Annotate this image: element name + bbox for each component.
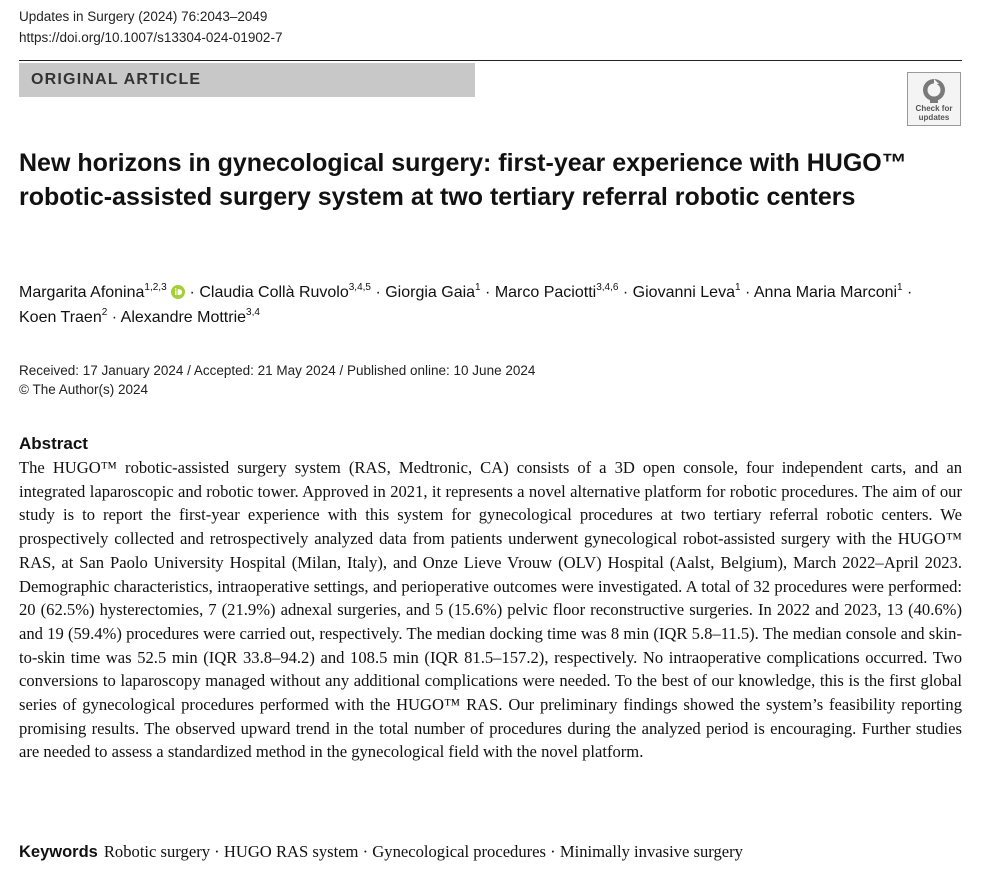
author-entry[interactable] <box>385 281 481 301</box>
author-affiliation: 1 <box>475 281 481 293</box>
author-entry[interactable] <box>199 281 371 301</box>
author-separator: · <box>740 284 754 301</box>
author-entry[interactable] <box>120 306 260 326</box>
author-list <box>19 280 949 330</box>
author-affiliation: 3,4 <box>246 306 260 318</box>
author-name: Alexandre Mottrie <box>120 309 247 326</box>
badge-line1: Check for <box>915 104 953 113</box>
author-affiliation: 3,4,6 <box>596 281 619 293</box>
doi-link[interactable]: https://doi.org/10.1007/s13304-024-01902-7 <box>19 30 283 45</box>
publication-history: Received: 17 January 2024 / Accepted: 21 May 2024 / Published online: 10 June 2024 <box>19 363 536 378</box>
keyword-item: Robotic surgery <box>103 842 211 861</box>
author-affiliation: 1 <box>897 281 903 293</box>
keyword-separator: · <box>358 842 373 861</box>
orcid-icon[interactable] <box>171 282 185 296</box>
author-affiliation: 1 <box>734 281 741 293</box>
journal-citation: Updates in Surgery (2024) 76:2043–2049 <box>19 9 268 24</box>
author-affiliation: 2 <box>101 306 108 318</box>
author-entry[interactable] <box>19 281 185 301</box>
keywords-list <box>104 842 743 861</box>
author-affiliation: 1,2,3 <box>144 281 167 293</box>
author-entry[interactable] <box>632 281 741 301</box>
author-separator: · <box>902 284 913 301</box>
author-affiliation: 3,4,5 <box>348 281 371 293</box>
header-rule <box>19 60 962 61</box>
keyword-item: HUGO RAS system <box>223 842 359 861</box>
keyword-item: Gynecological procedures <box>372 842 546 861</box>
publication-dates <box>19 361 535 399</box>
author-name: Giovanni Leva <box>632 284 735 301</box>
badge-line2: updates <box>918 113 950 122</box>
abstract-heading: Abstract <box>19 434 88 453</box>
keyword-separator: · <box>210 842 224 861</box>
keywords-section <box>19 840 743 864</box>
author-entry[interactable] <box>753 281 903 301</box>
author-entry[interactable] <box>494 281 619 301</box>
keyword-separator: · <box>546 842 560 861</box>
author-name: Claudia Collà Ruvolo <box>199 284 349 301</box>
copyright-line: © The Author(s) 2024 <box>19 382 149 397</box>
check-for-updates-badge[interactable] <box>907 72 961 126</box>
author-name: Margarita Afonina <box>19 284 145 301</box>
author-name: Koen Traen <box>19 309 102 326</box>
journal-header <box>19 6 282 48</box>
author-entry[interactable] <box>19 306 108 326</box>
check-for-updates-icon <box>908 73 960 125</box>
keywords-label: Keywords <box>19 843 98 861</box>
author-separator: · <box>107 309 121 326</box>
article-type-label: ORIGINAL ARTICLE <box>31 71 202 88</box>
keyword-item: Minimally invasive surgery <box>559 842 743 861</box>
abstract-text: The HUGO™ robotic-assisted surgery system (RAS, Medtronic, CA) consists of a 3D open console, four independent carts, and an integrated laparoscopic and robotic tower. Approved in 2021, it represents a novel alternative platform for robotic procedures. The aim of our study is to report the first-year experience with this system for gynecological procedures at two tertiary referral robotic centers. We prospectively collected and retrospectively analyzed data from patients underwent gynecological robot-assisted surgery with the HUGO™ RAS, at San Paolo University Hospital (Milan, Italy), and Onze Lieve Vrouw (OLV) Hospital (Aalst, Belgium), March 2022–April 2023. Demographic characteristics, intraoperative settings, and perioperative outcomes were investigated. A total of 32 procedures were performed: 20 (62.5%) hysterectomies, 7 (21.9%) adnexal surgeries, and 5 (15.6%) pelvic floor reconstructive surgeries. In 2022 and 2023, 13 (40.6%) and 19 (59.4%) procedures were carried out, respectively. The median docking time was 8 min (IQR 5.8–11.5). The median console and skin-to-skin time was 52.5 min (IQR 33.8–94.2) and 108.5 min (IQR 81.5–157.2), respectively. No intraoperative complications occurred. Two conversions to laparoscopy managed without any additional complications were needed. To the best of our knowledge, this is the first global series of gynecological procedures performed with the HUGO™ RAS. Our preliminary findings showed the system’s feasibility reporting promising results. The observed upward trend in the total number of procedures during the analyzed period is encouraging. Further studies are needed to assess a standardized method in the gynecological field with the novel platform. <box>19 458 962 762</box>
author-name: Giorgia Gaia <box>385 284 476 301</box>
author-separator: · <box>371 284 386 301</box>
article-title: New horizons in gynecological surgery: first-year experience with HUGO™ robotic-assisted surgery system at two tertiary referral robotic centers <box>19 149 907 211</box>
author-name: Marco Paciotti <box>494 284 597 301</box>
author-name: Anna Maria Marconi <box>753 284 898 301</box>
article-type-banner <box>19 63 475 97</box>
author-separator: · <box>618 284 633 301</box>
author-separator: · <box>185 284 200 301</box>
author-separator: · <box>480 284 495 301</box>
